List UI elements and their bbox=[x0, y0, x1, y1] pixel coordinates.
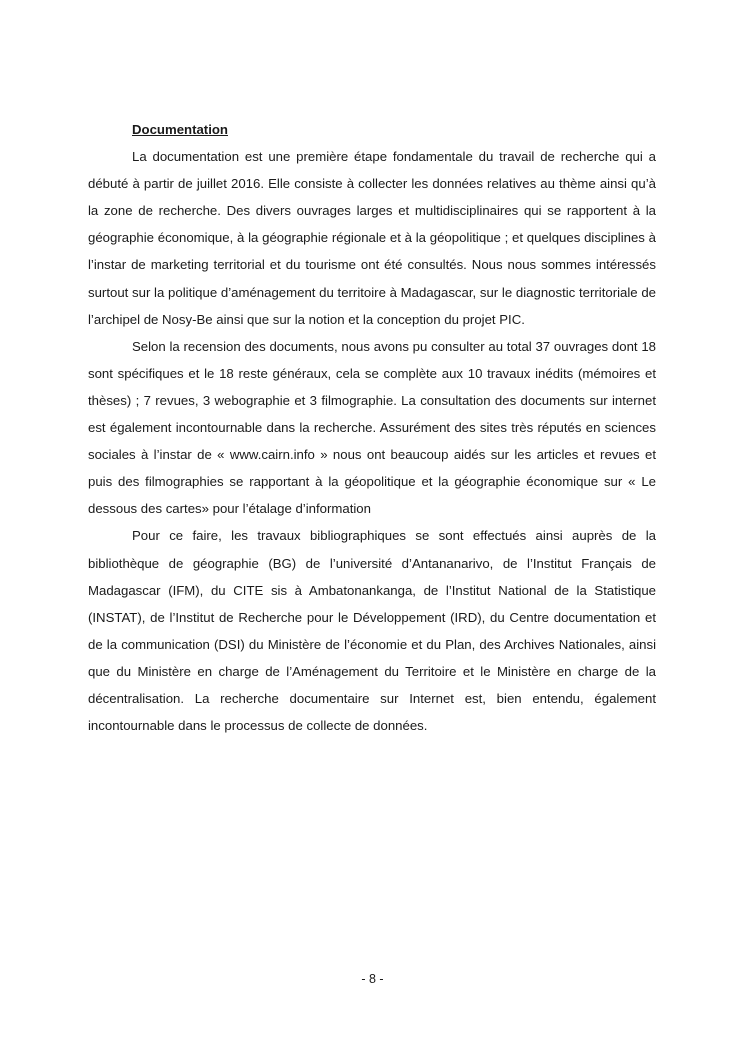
page-number: - 8 - bbox=[361, 972, 384, 986]
page-content bbox=[88, 116, 656, 739]
paragraph-bibliographic-sources: Pour ce faire, les travaux bibliographiques se sont effectués ainsi auprès de la bibliothèque de géographie (BG) de l’université d’Antananarivo, de l’Institut Français de Madagascar (IFM), du CITE sis à Ambatonankanga, de l’Institut National de la Statistique (INSTAT), de l’Institut de Recherche pour le Développement (IRD), du Centre documentation et de la communication (DSI) du Ministère de l’économie et du Plan, des Archives Nationales, ainsi que du Ministère en charge de l’Aménagement du Territoire et le Ministère en charge de la décentralisation. La recherche documentaire sur Internet est, bien entendu, également incontournable dans le processus de collecte de données. bbox=[88, 528, 656, 734]
paragraph-document-census: Selon la recension des documents, nous avons pu consulter au total 37 ouvrages dont 18 sont spécifiques et le 18 reste généraux, cela se complète aux 10 travaux inédits (mémoires et thèses) ; 7 revues, 3 webographie et 3 filmographie. La consultation des documents sur internet est également incontournable dans la recherche. Assurément des sites très réputés en sciences sociales à l’instar de « www.cairn.info » nous ont beaucoup aidés sur les articles et revues et puis des filmographies se rapportant à la géopolitique et la géographie économique sur « Le dessous des cartes» pour l’étalage d’information bbox=[88, 338, 656, 517]
section-heading: Documentation bbox=[132, 122, 228, 137]
paragraph-documentation-intro: La documentation est une première étape fondamentale du travail de recherche qui a débuté à partir de juillet 2016. Elle consiste à collecter les données relatives au thème ainsi qu’à la zone de recherche. Des divers ouvrages larges et multidisciplinaires qui se rapportent à la géographie économique, à la géographie régionale et à la géopolitique ; et quelques disciplines à l’instar de marketing territorial et du tourisme ont été consultés. Nous nous sommes intéressés surtout sur la politique d’aménagement du territoire à Madagascar, sur le diagnostic territoriale de l’archipel de Nosy-Be ainsi que sur la notion et la conception du projet PIC. bbox=[88, 149, 656, 327]
